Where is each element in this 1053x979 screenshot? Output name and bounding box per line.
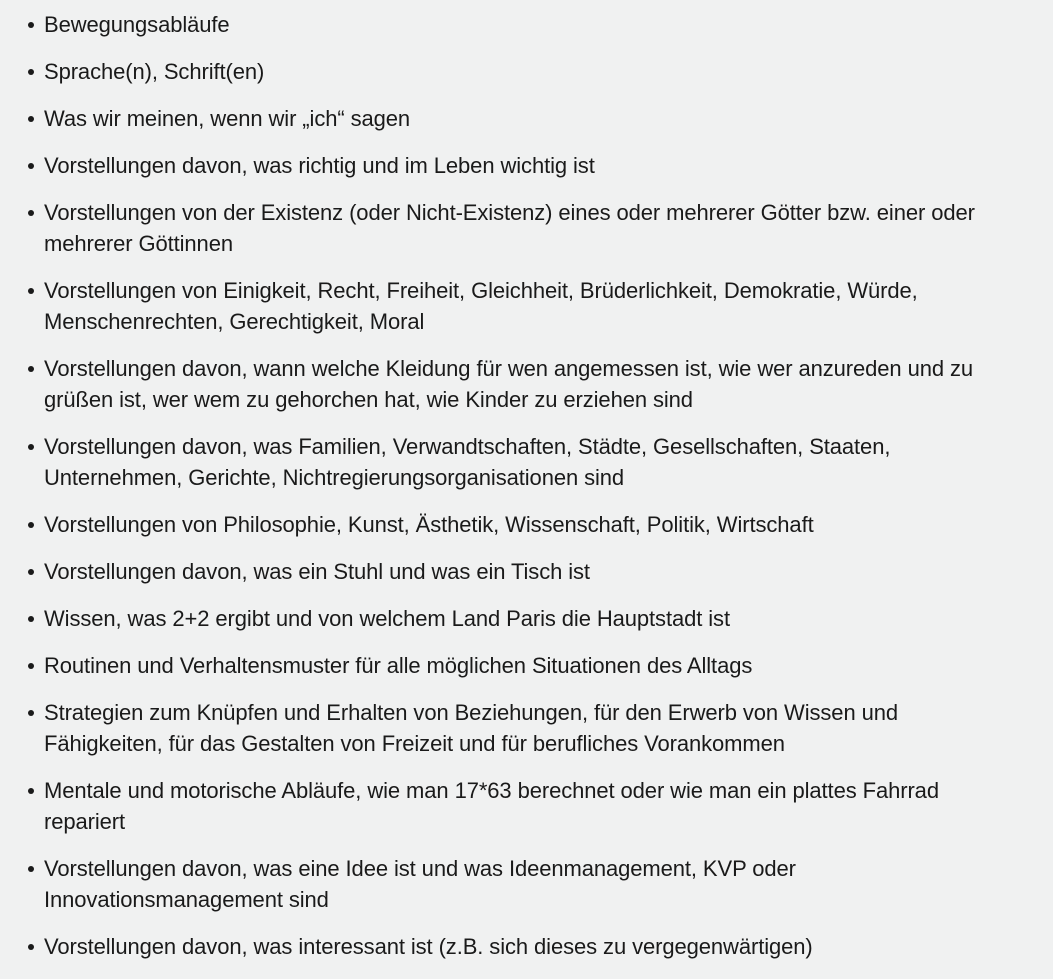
list-item — [24, 853, 1015, 915]
bullet-icon — [24, 556, 44, 587]
list-item — [24, 431, 1015, 493]
list-item — [24, 775, 1015, 837]
bullet-icon — [24, 103, 44, 134]
bullet-icon — [24, 197, 44, 228]
list-item-text: Bewegungsabläufe — [44, 12, 230, 37]
list-item — [24, 556, 1015, 587]
bullet-icon — [24, 509, 44, 540]
list-item-text: Vorstellungen von Einigkeit, Recht, Freiheit, Gleichheit, Brüderlichkeit, Demokratie, Würde, Menschenrechten, Gerechtigkeit, Moral — [44, 278, 918, 334]
bullet-icon — [24, 603, 44, 634]
bullet-icon — [24, 697, 44, 728]
list-item — [24, 9, 1015, 40]
bullet-icon — [24, 353, 44, 384]
list-item-text: Strategien zum Knüpfen und Erhalten von Beziehungen, für den Erwerb von Wissen und Fähigkeiten, für das Gestalten von Freizeit und für berufliches Vorankommen — [44, 700, 899, 756]
bullet-icon — [24, 853, 44, 884]
list-item-text: Vorstellungen von der Existenz (oder Nicht-Existenz) eines oder mehrerer Götter bzw. einer oder mehrerer Göttinnen — [44, 200, 975, 256]
list-item-text: Vorstellungen von Philosophie, Kunst, Ästhetik, Wissenschaft, Politik, Wirtschaft — [44, 512, 814, 537]
list-item — [24, 197, 1015, 259]
list-item — [24, 103, 1015, 134]
list-item-text: Wissen, was 2+2 ergibt und von welchem Land Paris die Hauptstadt ist — [44, 606, 730, 631]
list-item-text: Vorstellungen davon, was interessant ist (z.B. sich dieses zu vergegenwärtigen) — [44, 934, 813, 959]
list-item-text: Vorstellungen davon, was Familien, Verwandtschaften, Städte, Gesellschaften, Staaten, Unternehmen, Gerichte, Nichtregierungsorganisationen sind — [44, 434, 891, 490]
list-item — [24, 275, 1015, 337]
bullet-icon — [24, 775, 44, 806]
list-item — [24, 650, 1015, 681]
list-item-text: Vorstellungen davon, was eine Idee ist und was Ideenmanagement, KVP oder Innovationsmanagement sind — [44, 856, 796, 912]
list-item — [24, 603, 1015, 634]
list-item-text: Sprache(n), Schrift(en) — [44, 59, 265, 84]
bullet-icon — [24, 931, 44, 962]
list-item — [24, 697, 1015, 759]
list-item-text: Vorstellungen davon, wann welche Kleidung für wen angemessen ist, wie wer anzureden und zu grüßen ist, wer wem zu gehorchen hat, wie Kinder zu erziehen sind — [44, 356, 974, 412]
list-item — [24, 150, 1015, 181]
list-item — [24, 56, 1015, 87]
bullet-icon — [24, 9, 44, 40]
list-item — [24, 509, 1015, 540]
list-item-text: Vorstellungen davon, was ein Stuhl und was ein Tisch ist — [44, 559, 590, 584]
list-item-text: Mentale und motorische Abläufe, wie man 17*63 berechnet oder wie man ein plattes Fahrrad repariert — [44, 778, 939, 834]
bullet-icon — [24, 56, 44, 87]
bullet-icon — [24, 650, 44, 681]
bullet-icon — [24, 275, 44, 306]
bullet-list — [24, 9, 1015, 962]
list-item-text: Vorstellungen davon, was richtig und im Leben wichtig ist — [44, 153, 595, 178]
bullet-icon — [24, 431, 44, 462]
list-item — [24, 931, 1015, 962]
list-item-text: Was wir meinen, wenn wir „ich“ sagen — [44, 106, 411, 131]
list-item — [24, 353, 1015, 415]
list-item-text: Routinen und Verhaltensmuster für alle möglichen Situationen des Alltags — [44, 653, 753, 678]
bullet-icon — [24, 150, 44, 181]
